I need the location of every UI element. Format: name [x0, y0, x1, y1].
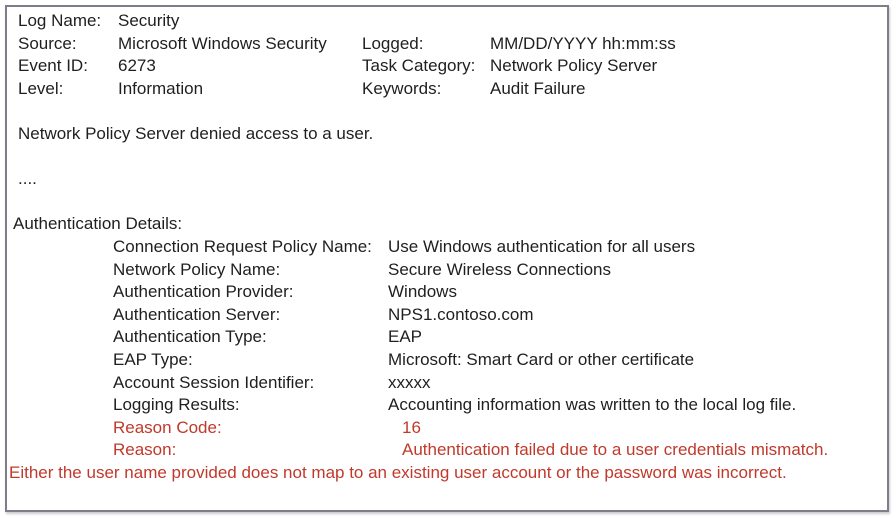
event-field-row [7, 33, 887, 56]
detail-label-auth-type: Authentication Type: [113, 327, 267, 347]
auth-detail-row [7, 304, 887, 327]
detail-label-reason-code: Reason Code: [113, 417, 222, 437]
field-value-level: Information [118, 78, 204, 98]
detail-label-reason: Reason: [113, 440, 177, 460]
detail-value-auth-provider: Windows [388, 282, 457, 302]
ellipsis-text: .... [18, 169, 37, 189]
field-value-source: Microsoft Windows Security [118, 33, 327, 53]
detail-value-reason-code: 16 [402, 417, 421, 437]
field-label-level: Level: [18, 78, 64, 98]
event-field-row [7, 55, 887, 78]
field-label-source: Source: [18, 33, 77, 53]
detail-value-account-session-id: xxxxx [388, 372, 431, 392]
field-value-logged: MM/DD/YYYY hh:mm:ss [490, 33, 676, 53]
reason-explanation-text: Either the user name provided does not map to an existing user account or the password was incorrect. [9, 462, 787, 482]
detail-value-logging-results: Accounting information was written to the local log file. [388, 395, 797, 415]
detail-value-auth-server: NPS1.contoso.com [388, 304, 534, 324]
auth-detail-row [7, 259, 887, 282]
detail-value-auth-type: EAP [388, 327, 423, 347]
field-value-task-category: Network Policy Server [490, 56, 658, 76]
spacer [7, 100, 887, 123]
detail-label-account-session-id: Account Session Identifier: [113, 372, 315, 392]
auth-detail-row [7, 372, 887, 395]
detail-label-auth-provider: Authentication Provider: [113, 282, 294, 302]
field-label-keywords: Keywords: [362, 78, 442, 98]
spacer [7, 191, 887, 214]
authentication-details-heading: Authentication Details: [13, 214, 183, 234]
field-label-event-id: Event ID: [18, 56, 88, 76]
field-value-empty [490, 10, 887, 33]
field-label-logged: Logged: [362, 33, 424, 53]
detail-value-reason: Authentication failed due to a user credentials mismatch. [402, 440, 829, 460]
auth-detail-row [7, 236, 887, 259]
auth-detail-row [7, 349, 887, 372]
event-description: Network Policy Server denied access to a user. [18, 123, 374, 143]
auth-detail-row [7, 394, 887, 417]
field-value-keywords: Audit Failure [490, 78, 586, 98]
auth-detail-row [7, 326, 887, 349]
event-field-row [7, 78, 887, 101]
detail-label-connection-request-policy: Connection Request Policy Name: [113, 236, 372, 256]
field-label-empty [362, 10, 490, 33]
detail-label-network-policy: Network Policy Name: [113, 259, 281, 279]
auth-detail-row-reason [7, 439, 887, 462]
auth-detail-row [7, 281, 887, 304]
detail-label-logging-results: Logging Results: [113, 395, 240, 415]
field-value-event-id: 6273 [118, 56, 156, 76]
field-label-task-category: Task Category: [362, 56, 476, 76]
field-label-log-name: Log Name: [18, 11, 102, 30]
detail-value-connection-request-policy: Use Windows authentication for all users [388, 236, 696, 256]
field-value-log-name: Security [118, 11, 180, 30]
spacer [7, 146, 887, 169]
auth-detail-row-reason-code [7, 417, 887, 440]
detail-label-eap-type: EAP Type: [113, 349, 193, 369]
detail-value-eap-type: Microsoft: Smart Card or other certificate [388, 349, 695, 369]
detail-value-network-policy: Secure Wireless Connections [388, 259, 611, 279]
event-field-row [7, 10, 887, 33]
detail-label-auth-server: Authentication Server: [113, 304, 281, 324]
event-detail-panel [5, 5, 889, 512]
